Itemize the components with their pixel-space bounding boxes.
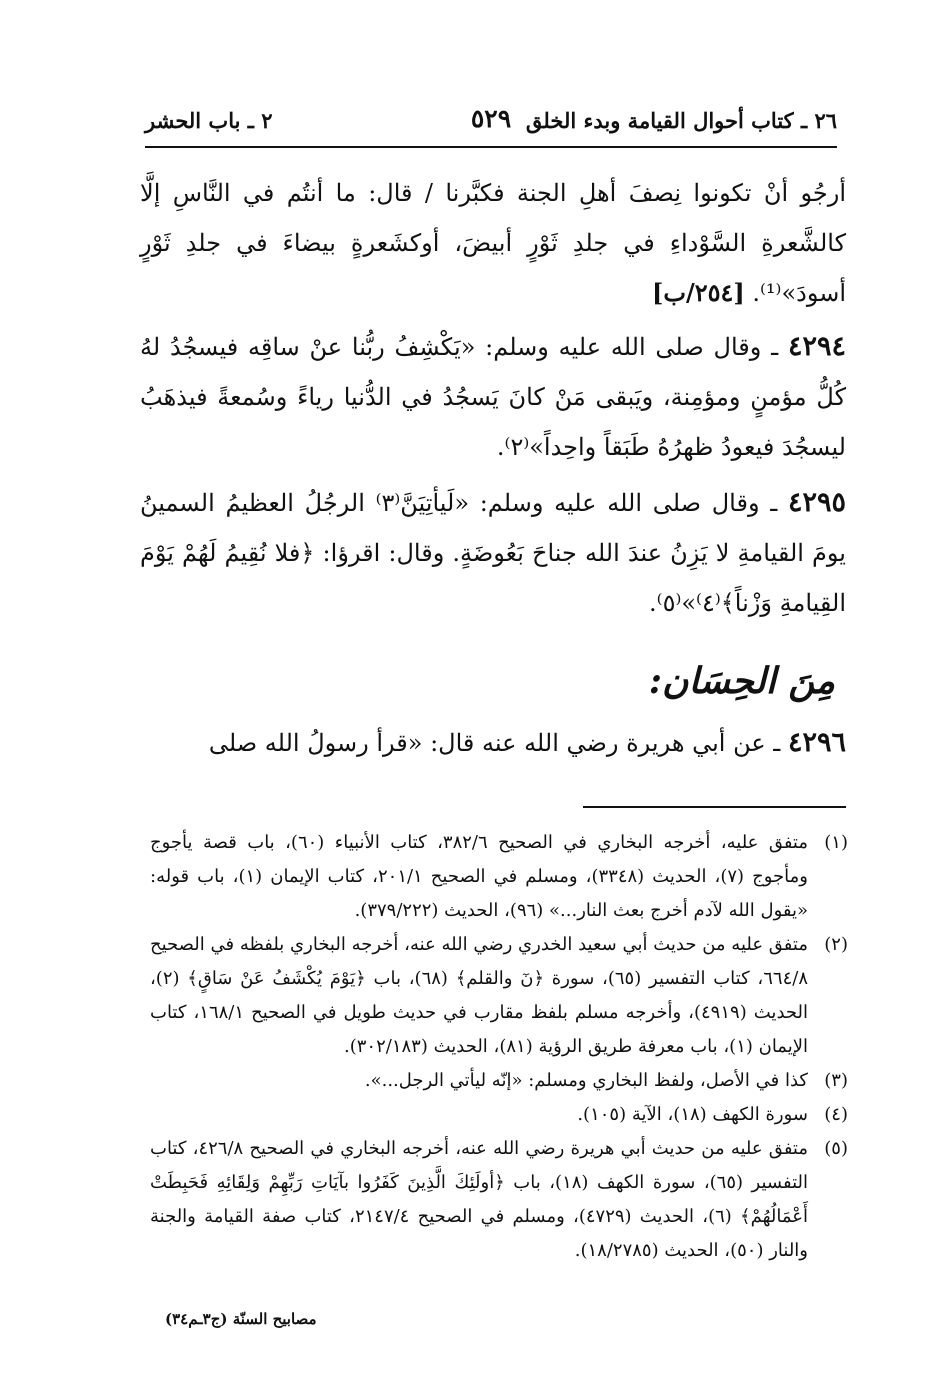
footnote [150,826,848,928]
footnote [150,1132,848,1268]
footnote-text: متفق عليه، أخرجه البخاري في الصحيح ٣٨٢/٦، كتاب الأنبياء (٦٠)، باب قصة يأجوج ومأجوج (٧)، الحديث (٣٣٤٨)، ومسلم في الصحيح ٢٠١/١، كتاب الإيمان (١)، باب قوله: «يقول الله لآدم أخرج بعث النار...» (٩٦)، الحديث (٣٧٩/٢٢٢). [150,832,809,921]
hadith-text: ـ عن أبي هريرة رضي الله عنه قال: «قرأ رسولُ الله صلى [208,729,781,757]
footnotes [150,826,848,1268]
hadith-text: ـ وقال صلى الله عليه وسلم: «لَيأتِيَنَّ⁽٣⁾ الرجُلُ العظيمُ السمينُ يومَ القيامةِ لا يَزِنُ عندَ الله جناحَ بَعُوضَةٍ. وقال: اقرؤا: ﴿فلا نُقِيمُ لَهُمْ يَوْمَ القِيامةِ وَزْناً﴾⁽٤⁾»⁽٥⁾. [140,489,846,617]
footnote-text: كذا في الأصل، ولفظ البخاري ومسلم: «إنّه ليأتي الرجل...». [364,1070,808,1091]
section-title-header: ٢ ـ باب الحشر [145,108,273,133]
manuscript-folio-ref: [٢٥٤/ب] [652,278,745,307]
section-heading: مِنَ الحِسَان: [648,660,835,702]
hadith-4294 [140,322,846,472]
footnote-text: متفق عليه من حديث أبي سعيد الخدري رضي الله عنه، أخرجه البخاري بلفظه في الصحيح ٦٦٤/٨، كتاب التفسير (٦٥)، سورة ﴿نٓ والقلم﴾ (٦٨)، باب ﴿يَوْمَ يُكْشَفُ عَنْ سَاقٍ﴾ (٢)، الحديث (٤٩١٩)، وأخرجه مسلم بلفظ مقارب في حديث طويل في الصحيح ١٦٨/١، كتاب الإيمان (١)، باب معرفة طريق الرؤية (٨١)، الحديث (٣٠٢/١٨٣). [150,934,808,1057]
page-number: ٥٢٩ [470,104,512,133]
footnote-text: سورة الكهف (١٨)، الآية (١٠٥). [577,1104,808,1125]
signature-mark: مصابيح السنّة (ج٣ـم٣٤) [165,1310,317,1328]
paragraph-text: أرجُو أنْ تكونوا نِصفَ أهلِ الجنة فكبَّرنا / قال: ما أنتُم في النَّاسِ إلَّا كالشَّعرةِ السَّوْداءِ في جلدِ ثَوْرٍ أبيضَ، أوكشَعرةٍ بيضاءَ في جلدِ ثَوْرٍ أسودَ»⁽¹⁾. [140,179,846,307]
running-header [145,104,837,148]
footnote-divider [583,806,846,808]
paragraph-continuation [140,168,846,318]
hadith-number: ٤٢٩٥ [787,487,846,518]
footnote-number: (٣) [824,1070,848,1091]
hadith-4296 [140,718,846,768]
footnote-number: (٢) [824,934,848,955]
hadith-number: ٤٢٩٤ [787,331,846,362]
footnote-number: (١) [824,832,848,853]
footnote-text: متفق عليه من حديث أبي هريرة رضي الله عنه، أخرجه البخاري في الصحيح ٤٢٦/٨، كتاب التفسير (٦٥)، سورة الكهف (١٨)، باب ﴿أولَئِكَ الَّذِينَ كَفَرُوا بآيَاتِ رَبِّهِمْ وَلِقَائِهِ فَحَبِطَتْ أَعْمَالُهُمْ﴾ (٦)، الحديث (٤٧٢٩)، ومسلم في الصحيح ٢١٤٧/٤، كتاب صفة القيامة والجنة والنار (٥٠)، الحديث (١٨/٢٧٨٥). [150,1138,808,1261]
chapter-title: ٢٦ ـ كتاب أحوال القيامة وبدء الخلق [525,108,837,133]
footnote [150,928,848,1064]
footnote [150,1064,848,1098]
footnote [150,1098,848,1132]
hadith-4295 [140,478,846,628]
footnote-number: (٥) [824,1138,848,1159]
hadith-number: ٤٢٩٦ [787,727,846,758]
hadith-text: ـ وقال صلى الله عليه وسلم: «يَكْشِفُ ربُّنا عنْ ساقِه فيسجُدُ لهُ كُلُّ مؤمنٍ ومؤمِنة، ويَبقى مَنْ كانَ يَسجُدُ في الدُّنيا رياءً وسُمعةً فيذهَبُ ليسجُدَ فيعودُ ظهرُهُ طَبَقاً واحِداً»⁽٢⁾. [140,333,846,461]
footnote-number: (٤) [824,1104,848,1125]
